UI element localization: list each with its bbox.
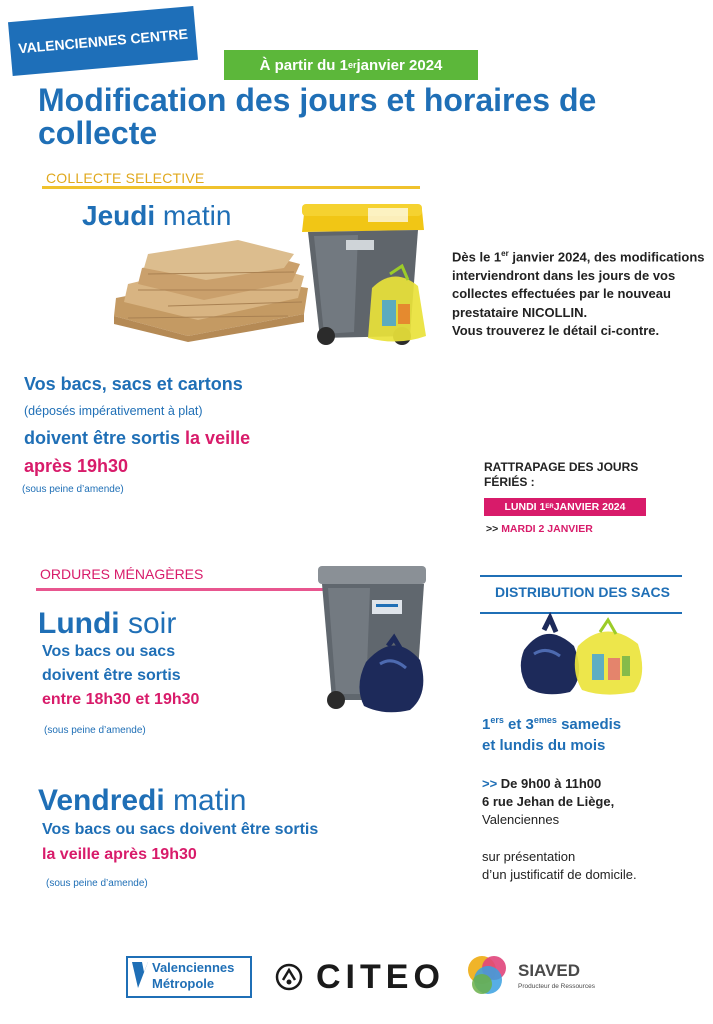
holiday-date-pre: LUNDI 1 bbox=[504, 501, 546, 513]
dist-s2-sup: emes bbox=[533, 715, 557, 725]
badge-center-text: VALENCIENNES CENTRE bbox=[17, 25, 189, 57]
badge-start-date bbox=[224, 50, 478, 80]
selective-penalty: (sous peine d’amende) bbox=[22, 484, 124, 495]
yellow-lid-bin-illustration bbox=[298, 196, 430, 348]
selective-line-3b: la veille bbox=[185, 428, 251, 448]
selective-section-label: COLLECTE SELECTIVE bbox=[46, 170, 205, 186]
dist-s3: samedis bbox=[556, 716, 622, 733]
intro-text-1: Dès le 1 bbox=[452, 249, 502, 265]
friday-period: matin bbox=[164, 784, 247, 817]
friday-line-1: Vos bacs ou sacs doivent être sortis bbox=[42, 821, 319, 838]
monday-heading bbox=[38, 607, 176, 641]
dist-s2: et 3 bbox=[503, 716, 534, 733]
selective-line-3 bbox=[24, 428, 250, 449]
intro-paragraph bbox=[452, 245, 707, 341]
date-prefix: À partir du 1 bbox=[259, 56, 348, 74]
intro-text-2: janvier 2024, des modifications interviendront dans les jours de vos collectes effectuées par le nouveau prestataire NICOLLIN. bbox=[452, 249, 705, 320]
distribution-requirement bbox=[482, 848, 637, 884]
holiday-title: RATTRAPAGE DES JOURS FÉRIÉS : bbox=[484, 460, 639, 489]
badge-valenciennes-centre bbox=[8, 6, 198, 76]
friday-line-2: la veille après 19h30 bbox=[42, 846, 197, 863]
distribution-days-line-2: et lundis du mois bbox=[482, 737, 606, 754]
monday-period: soir bbox=[119, 607, 177, 640]
citeo-logo: CITEO bbox=[316, 958, 445, 996]
monday-day: Lundi bbox=[38, 607, 120, 640]
friday-heading bbox=[38, 784, 246, 818]
page-title: Modification des jours et horaires de collecte bbox=[38, 82, 597, 151]
vm-line-1: Valenciennes bbox=[152, 960, 235, 975]
household-divider bbox=[36, 588, 356, 591]
distribution-top-rule bbox=[480, 575, 682, 577]
distribution-days-line-1 bbox=[482, 715, 621, 733]
intro-text-3: Vous trouverez le détail ci-contre. bbox=[452, 323, 660, 339]
date-suffix: janvier 2024 bbox=[356, 56, 443, 74]
distribution-city: Valenciennes bbox=[482, 812, 560, 827]
selective-line-3a: doivent être sortis bbox=[24, 428, 186, 448]
distribution-arrow: >> bbox=[482, 776, 501, 791]
date-sup: er bbox=[347, 60, 357, 70]
friday-day: Vendredi bbox=[38, 784, 165, 817]
recycling-figure-icon bbox=[274, 962, 304, 992]
holiday-next-date: MARDI 2 JANVIER bbox=[501, 523, 593, 535]
selective-divider bbox=[42, 186, 420, 189]
selective-line-1: Vos bacs, sacs et cartons bbox=[24, 374, 243, 394]
distribution-address: 6 rue Jehan de Liège, bbox=[482, 794, 615, 809]
valenciennes-metropole-logo bbox=[126, 956, 252, 998]
siaved-logo: SIAVED bbox=[518, 961, 581, 980]
grey-bin-illustration bbox=[314, 560, 430, 716]
selective-line-4: après 19h30 bbox=[24, 456, 129, 476]
dist-s1-sup: ers bbox=[490, 715, 504, 725]
holiday-date-sup: ER bbox=[545, 504, 554, 510]
holiday-date-post: JANVIER 2024 bbox=[553, 501, 626, 513]
selective-day-heading bbox=[82, 200, 231, 232]
holiday-arrow: >> bbox=[486, 523, 502, 535]
holiday-replacement bbox=[486, 523, 593, 535]
monday-line-2: doivent être sortis bbox=[42, 667, 181, 684]
distribution-hours: De 9h00 à 11h00 bbox=[500, 776, 602, 791]
vm-emblem-icon bbox=[130, 960, 150, 990]
distribution-details bbox=[482, 775, 614, 829]
friday-penalty: (sous peine d’amende) bbox=[46, 878, 148, 889]
selective-period: matin bbox=[155, 200, 232, 231]
selective-day: Jeudi bbox=[82, 200, 156, 231]
bags-illustration bbox=[516, 610, 650, 698]
household-section-label: ORDURES MÉNAGÈRES bbox=[40, 566, 204, 582]
distribution-note-1: sur présentation bbox=[482, 849, 576, 864]
holiday-date-bar bbox=[484, 498, 646, 516]
monday-line-1: Vos bacs ou sacs bbox=[42, 643, 176, 660]
distribution-title: DISTRIBUTION DES SACS bbox=[494, 584, 670, 600]
vm-line-2: Métropole bbox=[152, 976, 215, 991]
monday-line-3: entre 18h30 et 19h30 bbox=[42, 691, 200, 708]
dist-s1: 1 bbox=[482, 716, 491, 733]
cardboard-illustration bbox=[108, 236, 318, 344]
siaved-emblem-icon bbox=[464, 952, 514, 998]
intro-sup: er bbox=[501, 249, 509, 258]
siaved-tagline: Producteur de Ressources bbox=[518, 983, 595, 990]
selective-line-2: (déposés impérativement à plat) bbox=[24, 404, 203, 418]
monday-penalty: (sous peine d’amende) bbox=[44, 725, 146, 736]
distribution-note-2: d’un justificatif de domicile. bbox=[482, 867, 637, 882]
